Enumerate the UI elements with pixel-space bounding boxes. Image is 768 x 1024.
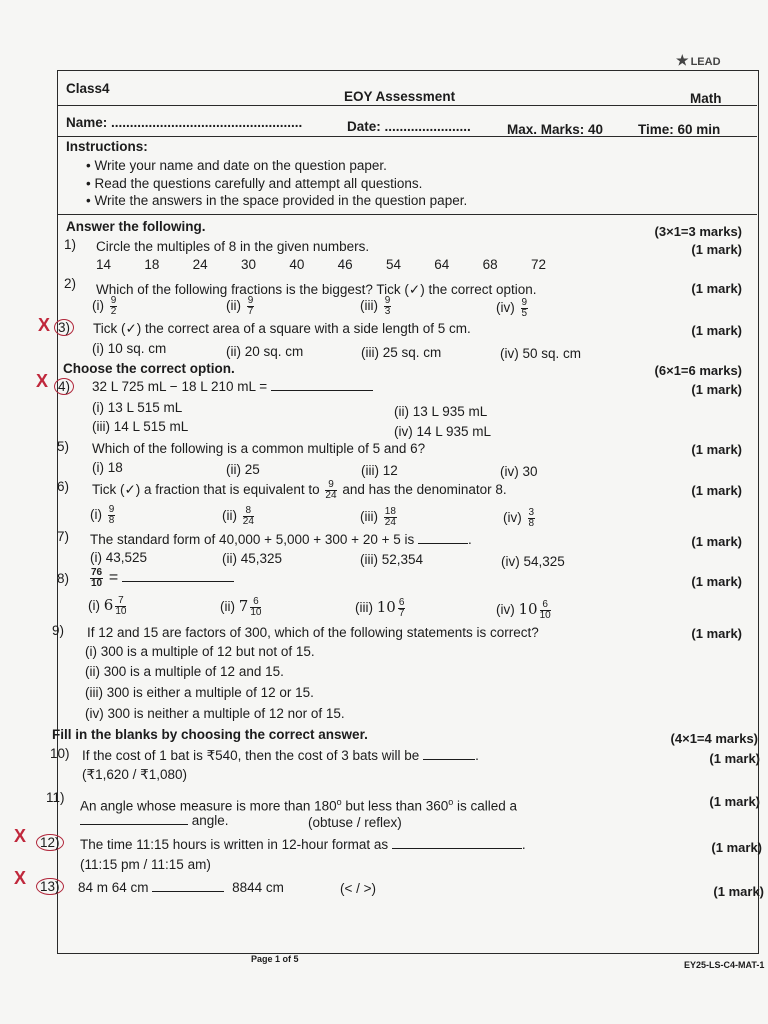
number-option[interactable]: 46 [337,257,353,272]
option[interactable]: (i) $\frac{9}{8}$ [90,504,115,526]
number-option[interactable]: 68 [482,257,498,272]
question-number: 8) [57,571,70,586]
option[interactable]: (ii) 7 $\frac{6}{10}$ [220,596,262,618]
question-number: 5) [57,439,70,454]
question-text: Which of the following fractions is the biggest? Tick (✓) the correct option. [96,282,537,297]
option[interactable]: (iii) 52,354 [360,552,424,567]
cross-mark: X [36,371,49,391]
name-field[interactable]: Name: ................................................... [66,115,303,130]
instruction-item: • Write the answers in the space provided in the question paper. [86,193,468,208]
answer-choices: (< / >) [340,881,377,896]
option[interactable]: (iv) 10 $\frac{6}{10}$ [496,599,551,621]
instruction-item: • Write your name and date on the question paper. [86,158,387,173]
question-marks: (1 mark) [713,884,764,899]
option[interactable]: (iii) $\frac{9}{3}$ [360,295,391,317]
question-number: 4) [54,379,74,394]
number-option[interactable]: 14 [96,257,112,272]
question-text: 32 L 725 mL − 18 L 210 mL = [92,378,373,395]
question-marks: (1 mark) [691,382,742,397]
section-title: Fill in the blanks by choosing the correct answer. [52,727,368,742]
question-text: If the cost of 1 bat is ₹540, then the cost of 3 bats will be . [82,748,479,763]
option[interactable]: (ii) 13 L 935 mL [394,404,488,419]
number-option[interactable]: 24 [192,257,208,272]
question-marks: (1 mark) [691,323,742,338]
section-marks: (3×1=3 marks) [654,224,742,239]
section-title: Answer the following. [66,219,206,234]
option[interactable]: (i) $\frac{9}{2}$ [92,295,117,317]
question-marks: (1 mark) [709,794,760,809]
option[interactable]: (i) 18 [92,460,123,475]
question-marks: (1 mark) [711,840,762,855]
number-option[interactable]: 64 [434,257,450,272]
option[interactable]: (ii) 45,325 [222,551,283,566]
question-marks: (1 mark) [691,483,742,498]
question-marks: (1 mark) [691,442,742,457]
option[interactable]: (iv) 14 L 935 mL [394,424,492,439]
question-number: 13) [36,879,64,894]
question-number: 9) [52,623,65,638]
question-text: angle. [80,812,229,829]
question-text: 84 m 64 cm 8844 cm [78,880,284,895]
option[interactable]: (iii) 10 $\frac{6}{7}$ [355,597,405,619]
option[interactable]: (i) 300 is a multiple of 12 but not of 15. [85,644,315,659]
question-marks: (1 mark) [691,574,742,589]
question-text: An angle whose measure is more than 180$^o$ but less than 360$^o$ is called a [80,797,518,814]
question-number: 12) [36,835,64,850]
question-number: 6) [57,479,70,494]
question-text: $\frac{76}{10}$ = [88,568,234,589]
question-number: 10) [50,746,70,761]
section-title: Choose the correct option. [63,361,235,376]
question-marks: (1 mark) [691,534,742,549]
option[interactable]: (i) 43,525 [90,550,148,565]
option[interactable]: (i) 6 $\frac{7}{10}$ [88,595,127,617]
number-option[interactable]: 72 [530,257,546,272]
number-option[interactable]: 54 [385,257,401,272]
option[interactable]: (ii) $\frac{9}{7}$ [226,295,254,317]
question-text: The standard form of 40,000 + 5,000 + 300 + 20 + 5 is . [90,532,472,547]
option[interactable]: (iii) $\frac{18}{24}$ [360,506,396,528]
question-marks: (1 mark) [691,281,742,296]
option[interactable]: (iii) 14 L 515 mL [92,419,189,434]
divider [57,214,757,215]
question-text: The time 11:15 hours is written in 12-hour format as . [80,837,526,852]
cross-mark: X [14,826,27,846]
max-marks: Max. Marks: 40 [507,122,604,137]
question-marks: (1 mark) [691,242,742,257]
question-number: 2) [64,276,77,291]
option[interactable]: (iii) 25 sq. cm [361,345,442,360]
question-marks: (1 mark) [709,751,760,766]
page-number: Page 1 of 5 [251,954,299,964]
question-text: Tick (✓) a fraction that is equivalent to $\frac{9}{24}$ and has the denominator 8. [92,479,507,501]
option[interactable]: (iv) 54,325 [501,554,565,569]
question-number: 1) [64,237,77,252]
question-text: Circle the multiples of 8 in the given numbers. [96,239,370,254]
option[interactable]: (i) 13 L 515 mL [92,400,183,415]
option[interactable]: (iii) 300 is either a multiple of 12 or 15. [85,685,314,700]
time-limit: Time: 60 min [638,122,721,137]
option[interactable]: (iv) $\frac{9}{5}$ [496,297,528,319]
answer-choices: (11:15 pm / 11:15 am) [80,857,211,872]
question-number: 7) [57,529,70,544]
brand-logo: ★ LEAD [676,52,721,68]
assessment-title: EOY Assessment [344,89,456,104]
cross-mark: X [14,868,27,888]
class-label: Class4 [66,81,110,96]
section-marks: (4×1=4 marks) [670,731,758,746]
question-text: If 12 and 15 are factors of 300, which of the following statements is correct? [87,625,539,640]
number-option[interactable]: 30 [240,257,257,272]
instruction-item: • Read the questions carefully and attempt all questions. [86,176,423,191]
option[interactable]: (ii) 20 sq. cm [226,344,304,359]
option[interactable]: (ii) $\frac{8}{24}$ [222,505,254,527]
option[interactable]: (ii) 25 [226,462,260,477]
number-option[interactable]: 40 [289,257,305,272]
number-list [96,256,546,273]
option[interactable]: (iv) 300 is neither a multiple of 12 nor of 15. [85,706,345,721]
option[interactable]: (i) 10 sq. cm [92,341,167,356]
option[interactable]: (iii) 12 [361,463,398,478]
answer-choices: (obtuse / reflex) [308,815,402,830]
section-marks: (6×1=6 marks) [654,363,742,378]
date-field[interactable]: Date: ....................... [347,119,471,134]
option[interactable]: (iv) 50 sq. cm [500,346,582,361]
option[interactable]: (iv) $\frac{3}{8}$ [503,507,535,529]
cross-mark: X [38,315,51,335]
question-marks: (1 mark) [691,626,742,641]
question-number: 3) [54,320,74,335]
subject-label: Math [690,91,722,106]
number-option[interactable]: 18 [144,257,160,272]
option[interactable]: (iv) 30 [500,464,538,479]
answer-choices: (₹1,620 / ₹1,080) [82,767,187,782]
question-text: Tick (✓) the correct area of a square with a side length of 5 cm. [93,321,471,336]
question-text: Which of the following is a common multiple of 5 and 6? [92,441,426,456]
divider [57,105,757,106]
question-number: 11) [46,790,65,805]
option[interactable]: (ii) 300 is a multiple of 12 and 15. [85,664,284,679]
instructions-title: Instructions: [66,139,148,154]
paper-code: EY25-LS-C4-MAT-1 [684,960,765,970]
